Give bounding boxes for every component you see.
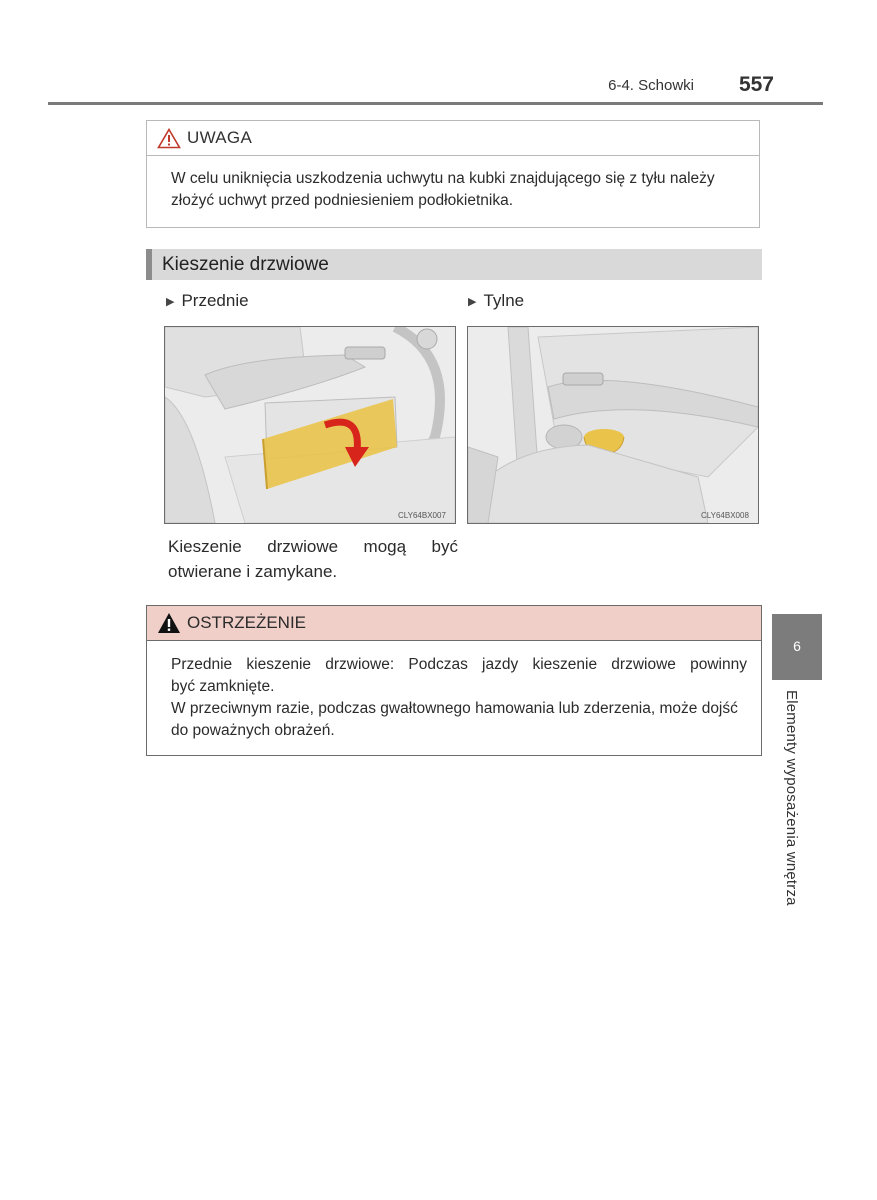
subheading-rear bbox=[468, 291, 524, 311]
section-heading-text: Kieszenie drzwiowe bbox=[162, 253, 329, 275]
warning-box bbox=[146, 605, 762, 756]
caption-line-2: otwierane i zamykane. bbox=[168, 562, 338, 581]
caution-text: W celu uniknięcia uszkodzenia uchwytu na kubki znajdującego się z tyłu należy złożyć uchwyt przed podniesieniem podłokietnika. bbox=[171, 170, 715, 209]
caution-label: UWAGA bbox=[187, 128, 253, 147]
front-door-pocket-illustration bbox=[164, 326, 456, 524]
warning-header bbox=[147, 606, 761, 641]
chapter-title: Elementy wyposażenia wnętrza bbox=[783, 690, 800, 906]
page-number: 557 bbox=[738, 73, 774, 96]
chapter-number: 6 bbox=[793, 638, 801, 654]
header-divider bbox=[48, 102, 823, 105]
caution-header bbox=[147, 121, 759, 156]
front-image-code: CLY64BX007 bbox=[398, 511, 446, 520]
caution-box bbox=[146, 120, 760, 228]
caption-line-1: Kieszenie drzwiowe mogą być bbox=[168, 537, 458, 556]
warning-line-3: W przeciwnym razie, podczas gwałtownego hamowania lub zderzenia, może dojść do poważnych obrażeń. bbox=[171, 700, 738, 739]
chapter-tab bbox=[772, 614, 822, 680]
door-pocket-caption bbox=[168, 534, 458, 584]
subheading-front bbox=[166, 291, 249, 311]
front-label: Przednie bbox=[181, 291, 249, 310]
rear-image-code: CLY64BX008 bbox=[701, 511, 749, 520]
section-heading bbox=[146, 249, 762, 280]
warning-line-1: Przednie kieszenie drzwiowe: Podczas jazdy kieszenie drzwiowe powinny bbox=[171, 656, 747, 673]
warning-line-2: być zamknięte. bbox=[171, 678, 275, 695]
caution-triangle-icon bbox=[157, 128, 181, 149]
warning-triangle-icon bbox=[157, 612, 181, 634]
triangle-bullet-icon: ▶ bbox=[166, 295, 175, 308]
warning-label: OSTRZEŻENIE bbox=[187, 613, 307, 632]
header-section-title: 6-4. Schowki bbox=[608, 77, 694, 94]
warning-text bbox=[147, 641, 761, 742]
rear-label: Tylne bbox=[483, 291, 525, 310]
rear-door-pocket-illustration bbox=[467, 326, 759, 524]
triangle-bullet-icon: ▶ bbox=[468, 295, 477, 308]
